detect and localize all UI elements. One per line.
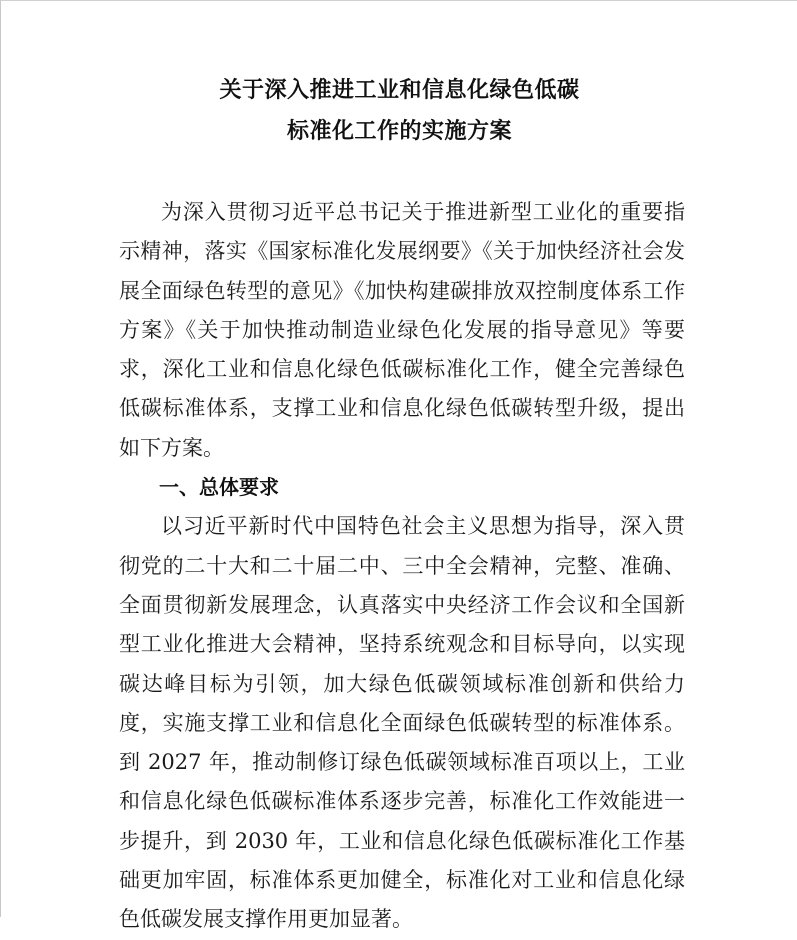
- section-heading-general-requirements: 一、总体要求: [159, 475, 279, 500]
- document-title-line-2: 标准化工作的实施方案: [286, 118, 512, 144]
- intro-paragraph: 为深入贯彻习近平总书记关于推进新型工业化的重要指示精神，落实《国家标准化发展纲要》《关于加快经济社会发展全面绿色转型的意见》《加快构建碳排放双控制度体系工作方案》《关于加快推动制造业绿色化发展的指导意见》等要求，深化工业和信息化绿色低碳标准化工作，健全完善绿色低碳标准体系，支撑工业和信息化绿色低碳转型升级，提出如下方案。: [119, 200, 685, 460]
- document-title-line-1: 关于深入推进工业和信息化绿色低碳: [219, 77, 580, 103]
- general-requirements-paragraph: 以习近平新时代中国特色社会主义思想为指导，深入贯彻党的二十大和二十届二中、三中全会精神，完整、准确、全面贯彻新发展理念，认真落实中央经济工作会议和全国新型工业化推进大会精神，坚持系统观念和目标导向，以实现碳达峰目标为引领，加大绿色低碳领域标准创新和供给力度，实施支撑工业和信息化全面绿色低碳转型的标准体系。到 2027 年，推动制修订绿色低碳领域标准百项以上，工业和信息化绿色低碳标准体系逐步完善，标准化工作效能进一步提升，到 2030 年，工业和信息化绿色低碳标准化工作基础更加牢固，标准体系更加健全，标准化对工业和信息化绿色低碳发展支撑作用更加显著。: [119, 514, 685, 932]
- document-body: [119, 193, 685, 940]
